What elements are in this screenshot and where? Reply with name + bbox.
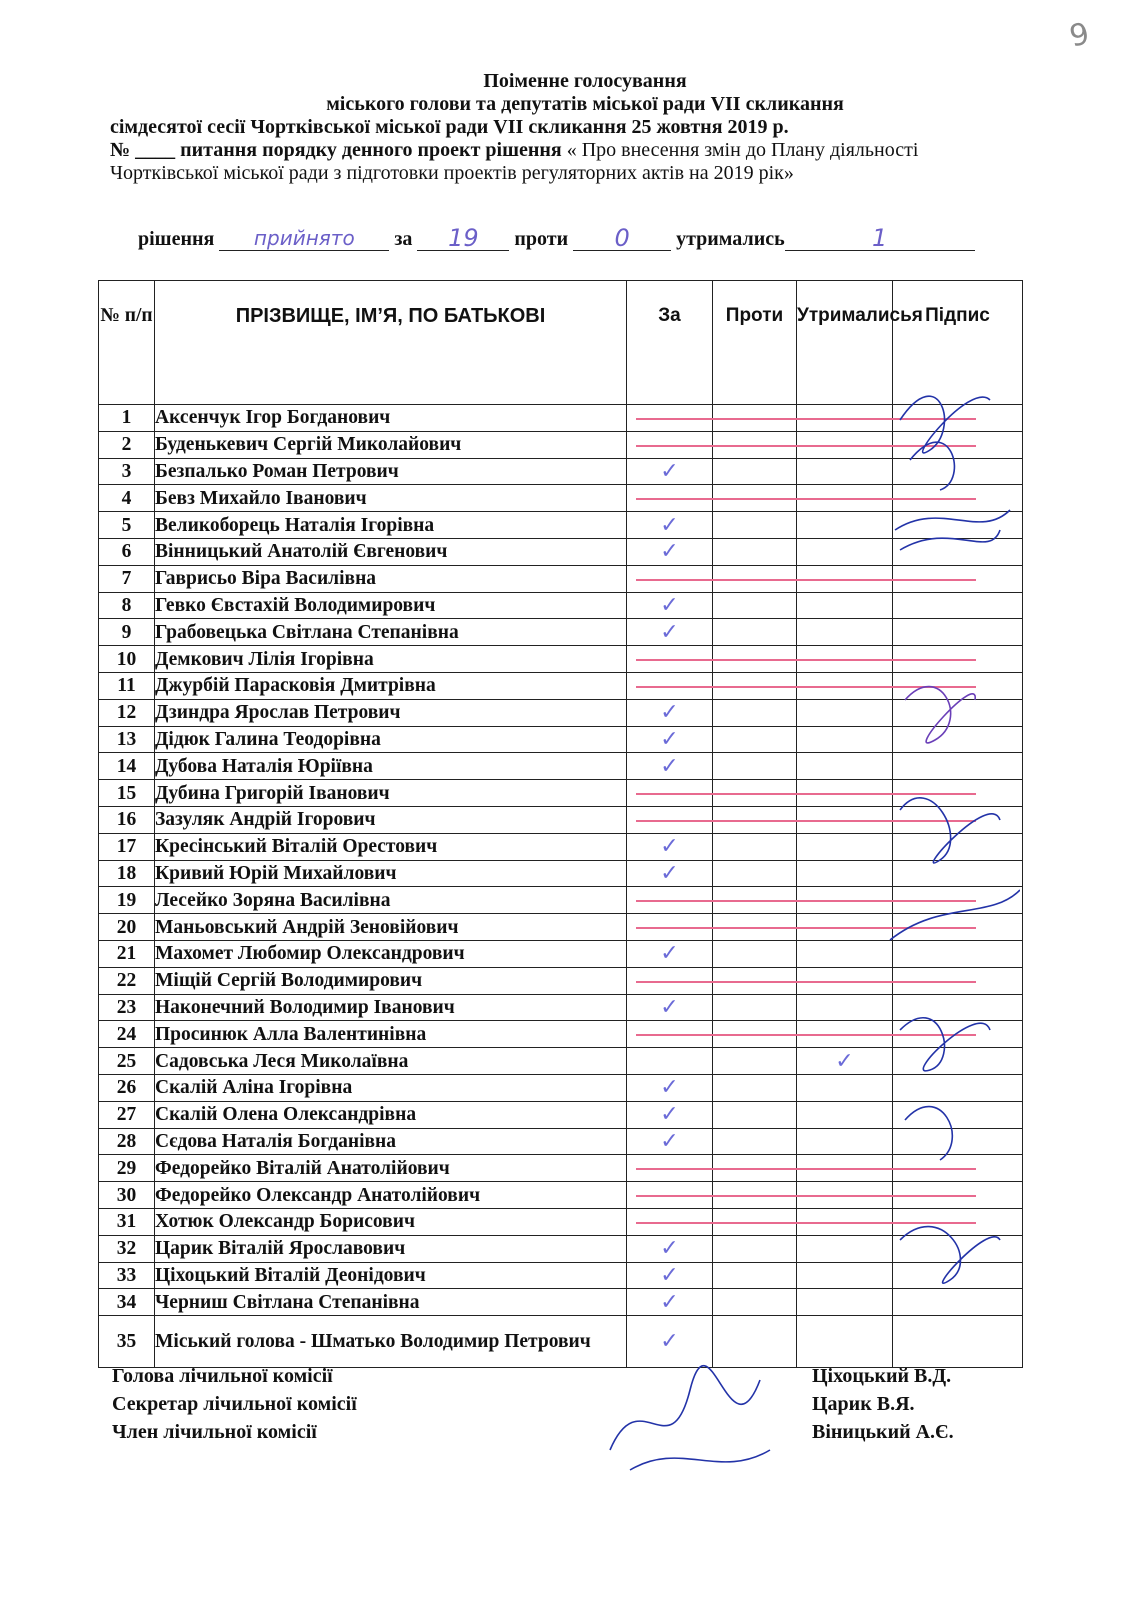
vote-for-cell (627, 1128, 713, 1155)
deputy-name: Маньовський Андрій Зеновійович (155, 914, 627, 941)
checkmark-icon: ✓ (660, 1329, 679, 1355)
vote-for-cell (627, 619, 713, 646)
vote-for-cell (627, 512, 713, 539)
vote-against-cell (713, 940, 797, 967)
header-line-3: сімдесятої сесії Чортківської міської ради VII скликання 25 жовтня 2019 р. (110, 116, 789, 138)
secretary-name: Царик В.Я. (812, 1393, 915, 1415)
row-number: 33 (99, 1262, 155, 1289)
checkmark-icon: ✓ (660, 539, 679, 565)
vote-abstain-cell (797, 833, 893, 860)
vote-abstain-cell (797, 940, 893, 967)
row-number: 29 (99, 1155, 155, 1182)
deputy-name: Наконечний Володимир Іванович (155, 994, 627, 1021)
vote-abstain-cell (797, 1289, 893, 1316)
deputy-name: Безпалько Роман Петрович (155, 458, 627, 485)
deputy-name: Аксенчук Ігор Богданович (155, 405, 627, 432)
vote-against-cell (713, 699, 797, 726)
row-number: 9 (99, 619, 155, 646)
checkmark-icon: ✓ (660, 619, 679, 645)
vote-against-cell (713, 860, 797, 887)
vote-for-cell (627, 1074, 713, 1101)
header-signature: Підпис (893, 281, 1023, 405)
vote-against-cell (713, 753, 797, 780)
deputy-name: Гаврисьо Віра Василівна (155, 565, 627, 592)
row-number: 16 (99, 806, 155, 833)
vote-abstain-cell (797, 753, 893, 780)
vote-for-cell (627, 458, 713, 485)
abstain-label: утримались (676, 228, 785, 250)
chair-label: Голова лічильної комісії (112, 1365, 333, 1387)
header-number: № п/п (99, 281, 155, 405)
row-number: 22 (99, 967, 155, 994)
deputy-name: Вінницький Анатолій Євгенович (155, 538, 627, 565)
deputy-name: Джурбій Парасковія Дмитрівна (155, 672, 627, 699)
vote-against-cell (713, 1074, 797, 1101)
vote-against-cell (713, 1289, 797, 1316)
row-number: 23 (99, 994, 155, 1021)
row-number: 7 (99, 565, 155, 592)
signature-scribble (610, 1366, 770, 1470)
deputy-name: Федорейко Віталій Анатолійович (155, 1155, 627, 1182)
row-number: 8 (99, 592, 155, 619)
vote-against-cell (713, 1235, 797, 1262)
vote-abstain-cell (797, 458, 893, 485)
deputy-name: Міський голова - Шматько Володимир Петрович (155, 1316, 627, 1368)
deputy-name: Дзиндра Ярослав Петрович (155, 699, 627, 726)
checkmark-icon: ✓ (660, 941, 679, 967)
vote-abstain-cell (797, 592, 893, 619)
deputy-name: Сєдова Наталія Богданівна (155, 1128, 627, 1155)
row-number: 1 (99, 405, 155, 432)
page-number: 9 (1066, 16, 1093, 55)
document-title: Поіменне голосування (483, 70, 687, 92)
vote-for-cell (627, 860, 713, 887)
deputy-name: Демкович Лілія Ігорівна (155, 646, 627, 673)
agenda-title-part1: « Про внесення змін до Плану діяльності (561, 139, 919, 161)
vote-against-cell (713, 1101, 797, 1128)
signature-scribble (890, 890, 1020, 940)
header-for: За (627, 281, 713, 405)
checkmark-icon: ✓ (660, 726, 679, 752)
row-number: 3 (99, 458, 155, 485)
checkmark-icon: ✓ (660, 860, 679, 886)
deputy-name: Лесейко Зоряна Василівна (155, 887, 627, 914)
deputy-name: Черниш Світлана Степанівна (155, 1289, 627, 1316)
vote-for-cell (627, 1262, 713, 1289)
vote-against-cell (713, 833, 797, 860)
vote-abstain-cell (797, 1262, 893, 1289)
checkmark-icon: ✓ (660, 1102, 679, 1128)
deputy-name: Бевз Михайло Іванович (155, 485, 627, 512)
commission-signatures (590, 1350, 790, 1490)
vote-for-cell (627, 940, 713, 967)
row-number: 4 (99, 485, 155, 512)
row-number: 34 (99, 1289, 155, 1316)
secretary-label: Секретар лічильної комісії (112, 1393, 357, 1415)
decision-value: прийнято (219, 226, 389, 251)
deputy-name: Хотюк Олександр Борисович (155, 1208, 627, 1235)
deputy-name: Кресінський Віталій Орестович (155, 833, 627, 860)
deputy-name: Дідюк Галина Теодорівна (155, 726, 627, 753)
row-number: 20 (99, 914, 155, 941)
vote-for-cell (627, 1101, 713, 1128)
signature-column-scribbles (880, 340, 1020, 1360)
vote-for-cell (627, 592, 713, 619)
commission-roles (112, 1362, 357, 1446)
vote-for-cell (627, 1289, 713, 1316)
member-name: Віницький А.Є. (812, 1421, 954, 1443)
vote-abstain-cell (797, 1048, 893, 1075)
checkmark-icon: ✓ (660, 834, 679, 860)
row-number: 32 (99, 1235, 155, 1262)
vote-for-cell (627, 994, 713, 1021)
abstain-count: 1 (785, 226, 975, 251)
row-number: 5 (99, 512, 155, 539)
header-line-2: міського голови та депутатів міської ради VII скликання (326, 93, 844, 115)
row-number: 26 (99, 1074, 155, 1101)
deputy-name: Грабовецька Світлана Степанівна (155, 619, 627, 646)
vote-against-cell (713, 726, 797, 753)
row-number: 14 (99, 753, 155, 780)
vote-abstain-cell (797, 1074, 893, 1101)
vote-for-cell (627, 726, 713, 753)
vote-abstain-cell (797, 512, 893, 539)
deputy-name: Махомет Любомир Олександрович (155, 940, 627, 967)
vote-against-cell (713, 512, 797, 539)
row-number: 11 (99, 672, 155, 699)
row-number: 17 (99, 833, 155, 860)
deputy-name: Просинюк Алла Валентинівна (155, 1021, 627, 1048)
checkmark-icon: ✓ (660, 1075, 679, 1101)
row-number: 15 (99, 780, 155, 807)
deputy-name: Гевко Євстахій Володимирович (155, 592, 627, 619)
for-count: 19 (417, 226, 509, 251)
deputy-name: Ціхоцький Віталій Деонідович (155, 1262, 627, 1289)
agenda-title-part2: Чортківської міської ради з підготовки проектів регуляторних актів на 2019 рік» (110, 162, 794, 184)
chair-name: Ціхоцький В.Д. (812, 1365, 952, 1387)
checkmark-icon: ✓ (660, 1289, 679, 1315)
vote-abstain-cell (797, 619, 893, 646)
deputy-name: Дубина Григорій Іванович (155, 780, 627, 807)
row-number: 27 (99, 1101, 155, 1128)
vote-results (138, 226, 975, 251)
row-number: 30 (99, 1182, 155, 1209)
header-against: Проти (713, 281, 797, 405)
signature-scribble (900, 1227, 1000, 1284)
member-label: Член лічильної комісії (112, 1421, 317, 1443)
vote-against-cell (713, 619, 797, 646)
header-line-4 (110, 139, 1060, 162)
vote-against-cell (713, 1262, 797, 1289)
deputy-name: Буденькевич Сергій Миколайович (155, 431, 627, 458)
header-abstain: Утрималисья (797, 281, 893, 405)
vote-abstain-cell (797, 1316, 893, 1368)
row-number: 35 (99, 1316, 155, 1368)
vote-abstain-cell (797, 994, 893, 1021)
against-count: 0 (573, 226, 671, 251)
checkmark-icon: ✓ (660, 753, 679, 779)
agenda-number-label: № ____ питання порядку денного проект рішення (110, 139, 562, 161)
deputy-name: Садовська Леся Миколаївна (155, 1048, 627, 1075)
vote-against-cell (713, 994, 797, 1021)
row-number: 13 (99, 726, 155, 753)
row-number: 12 (99, 699, 155, 726)
vote-for-cell (627, 699, 713, 726)
deputy-name: Дубова Наталія Юріївна (155, 753, 627, 780)
vote-abstain-cell (797, 1128, 893, 1155)
vote-abstain-cell (797, 1101, 893, 1128)
row-number: 2 (99, 431, 155, 458)
row-number: 18 (99, 860, 155, 887)
checkmark-icon: ✓ (660, 994, 679, 1020)
row-number: 25 (99, 1048, 155, 1075)
checkmark-icon: ✓ (835, 1048, 854, 1074)
row-number: 21 (99, 940, 155, 967)
row-number: 6 (99, 538, 155, 565)
checkmark-icon: ✓ (660, 700, 679, 726)
checkmark-icon: ✓ (660, 1262, 679, 1288)
vote-abstain-cell (797, 699, 893, 726)
against-label: проти (514, 228, 569, 250)
checkmark-icon: ✓ (660, 1236, 679, 1262)
deputy-name: Зазуляк Андрій Ігорович (155, 806, 627, 833)
row-number: 31 (99, 1208, 155, 1235)
deputy-name: Царик Віталій Ярославович (155, 1235, 627, 1262)
signature-scribble (895, 510, 1010, 550)
row-number: 28 (99, 1128, 155, 1155)
vote-against-cell (713, 538, 797, 565)
vote-for-cell (627, 753, 713, 780)
vote-against-cell (713, 592, 797, 619)
vote-against-cell (713, 1048, 797, 1075)
vote-for-cell (627, 538, 713, 565)
deputy-name: Кривий Юрій Михайлович (155, 860, 627, 887)
vote-abstain-cell (797, 860, 893, 887)
vote-for-cell (627, 833, 713, 860)
checkmark-icon: ✓ (660, 458, 679, 484)
signature-scribble (900, 798, 1000, 863)
deputy-name: Міщій Сергій Володимирович (155, 967, 627, 994)
commission-names (812, 1362, 954, 1446)
deputy-name: Скалій Олена Олександрівна (155, 1101, 627, 1128)
checkmark-icon: ✓ (660, 1128, 679, 1154)
header-name: ПРІЗВИЩЕ, ІМ’Я, ПО БАТЬКОВІ (155, 281, 627, 405)
row-number: 10 (99, 646, 155, 673)
decision-label: рішення (138, 228, 215, 250)
checkmark-icon: ✓ (660, 592, 679, 618)
vote-abstain-cell (797, 538, 893, 565)
checkmark-icon: ✓ (660, 512, 679, 538)
signature-scribble (905, 687, 975, 743)
deputy-name: Скалій Аліна Ігорівна (155, 1074, 627, 1101)
vote-abstain-cell (797, 726, 893, 753)
signature-scribble (900, 1018, 990, 1071)
row-number: 19 (99, 887, 155, 914)
signature-scribble (900, 396, 990, 490)
for-label: за (394, 228, 413, 250)
vote-for-cell (627, 1048, 713, 1075)
vote-abstain-cell (797, 1235, 893, 1262)
deputy-name: Федорейко Олександр Анатолійович (155, 1182, 627, 1209)
vote-against-cell (713, 1128, 797, 1155)
document-header (110, 70, 1060, 185)
row-number: 24 (99, 1021, 155, 1048)
signature-scribble (905, 1107, 952, 1160)
vote-for-cell (627, 1235, 713, 1262)
vote-against-cell (713, 458, 797, 485)
deputy-name: Великоборець Наталія Ігорівна (155, 512, 627, 539)
